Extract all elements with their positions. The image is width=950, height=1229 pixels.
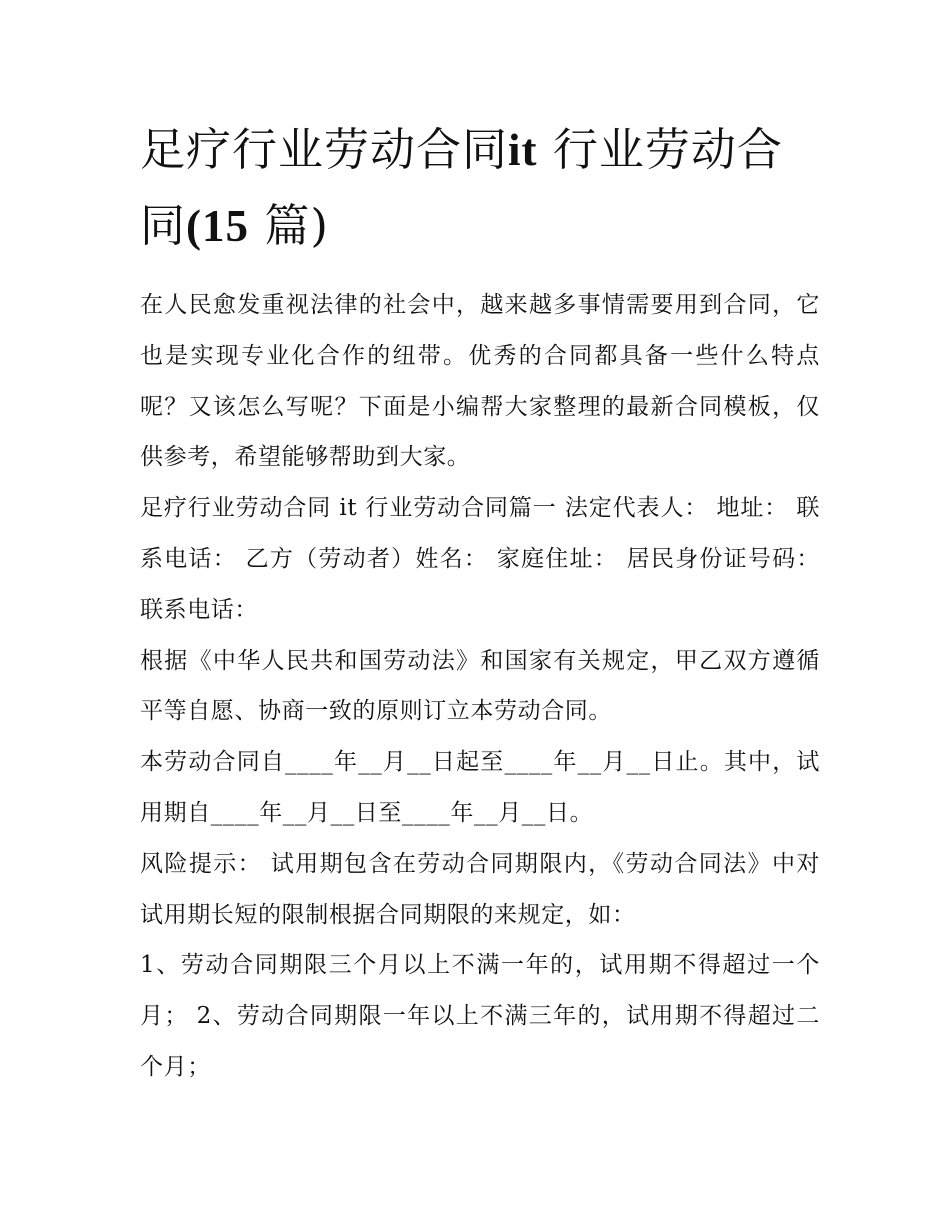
intro-paragraph: 在人民愈发重视法律的社会中，越来越多事情需要用到合同，它也是实现专业化合作的纽带。优秀的合同都具备一些什么特点呢？又该怎么写呢？下面是小编帮大家整理的最新合同模板，仅供参考，希望能够帮助到大家。 <box>140 292 820 471</box>
title-part-2: 行业劳动合同 <box>140 123 783 252</box>
party-info-paragraph: 足疗行业劳动合同 it 行业劳动合同篇一 法定代表人： 地址： 联系电话： 乙方（劳动者）姓名： 家庭住址： 居民身份证号码： 联系电话： <box>140 495 820 623</box>
document-title <box>140 112 820 264</box>
title-part-1: 足疗行业劳动合同 <box>140 123 509 176</box>
document-body <box>140 112 820 1093</box>
contract-term-paragraph: 本劳动合同自____年__月__日起至____年__月__日止。其中，试用期自____年__月__日至____年__月__日。 <box>140 749 820 826</box>
title-number: (15 <box>186 201 250 251</box>
legal-basis-paragraph: 根据《中华人民共和国劳动法》和国家有关规定，甲乙双方遵循平等自愿、协商一致的原则订立本劳动合同。 <box>140 647 820 725</box>
title-latin: it <box>508 125 538 175</box>
risk-notice-paragraph: 风险提示： 试用期包含在劳动合同期限内，《劳动合同法》中对试用期长短的限制根据合同期限的来规定，如： <box>140 850 820 928</box>
title-part-3: 篇) <box>264 199 329 252</box>
probation-rules-paragraph: 1、劳动合同期限三个月以上不满一年的，试用期不得超过一个月； 2、劳动合同期限一年以上不满三年的，试用期不得超过二个月； <box>140 952 820 1080</box>
